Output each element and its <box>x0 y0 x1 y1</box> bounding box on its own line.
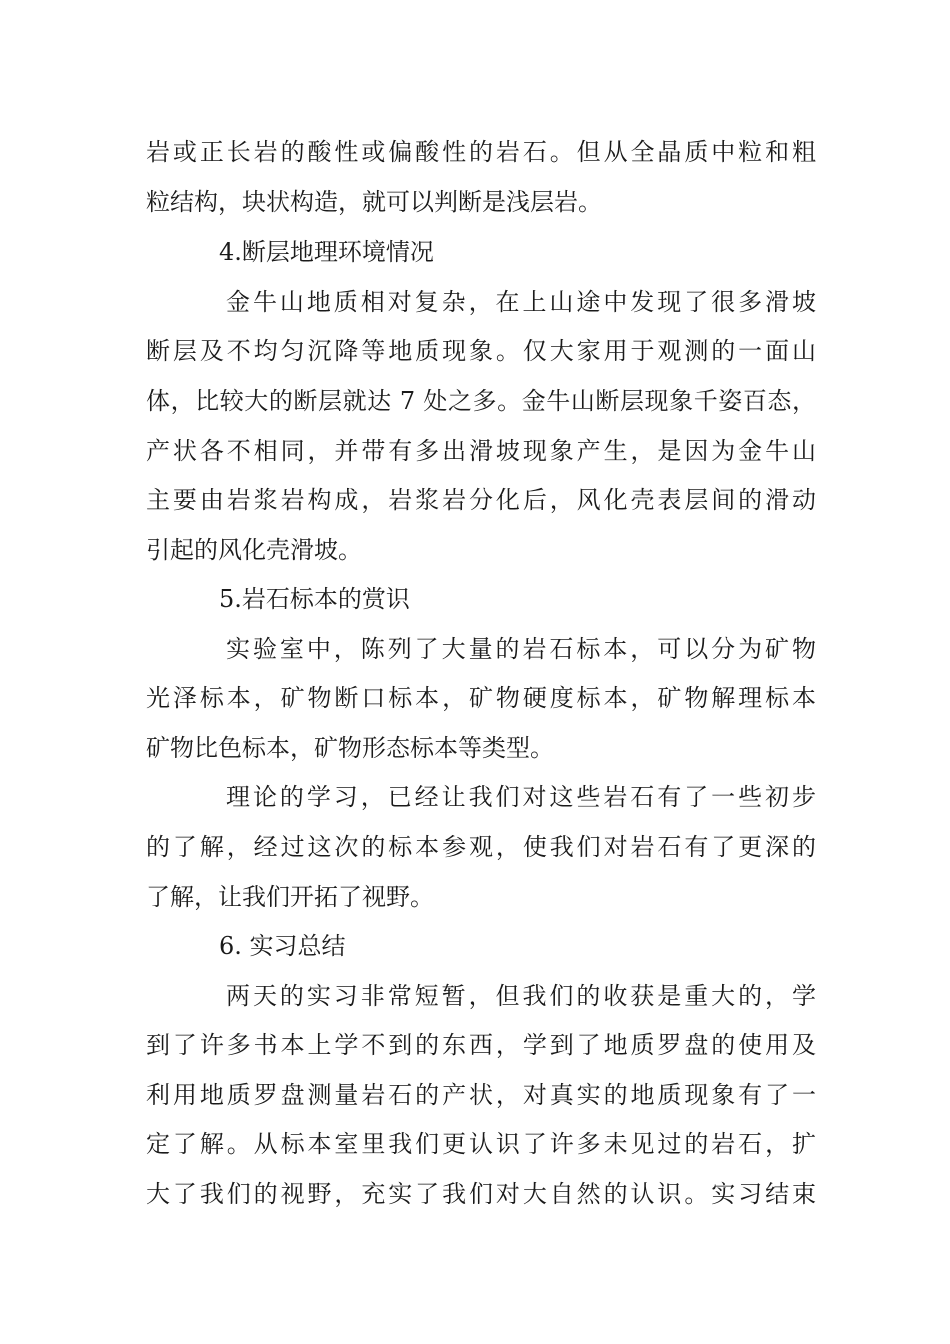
paragraph-line: 光泽标本，矿物断口标本，矿物硬度标本，矿物解理标本 <box>146 684 816 712</box>
paragraph-line: 两天的实习非常短暂，但我们的收获是重大的，学 <box>226 982 816 1010</box>
paragraph-line: 理论的学习，已经让我们对这些岩石有了一些初步 <box>226 783 816 811</box>
paragraph-line: 了解，让我们开拓了视野。 <box>146 883 434 911</box>
paragraph-line: 体，比较大的断层就达 7 处之多。金牛山断层现象千姿百态， <box>146 387 816 415</box>
paragraph-line: 实验室中，陈列了大量的岩石标本，可以分为矿物 <box>226 635 816 663</box>
section-heading-5: 5.岩石标本的赏识 <box>219 585 410 613</box>
section-heading-6: 6. 实习总结 <box>219 932 346 960</box>
paragraph-line: 产状各不相同，并带有多出滑坡现象产生，是因为金牛山 <box>146 437 816 465</box>
paragraph-line: 引起的风化壳滑坡。 <box>146 536 362 564</box>
paragraph-line: 粒结构，块状构造，就可以判断是浅层岩。 <box>146 188 602 216</box>
section-heading-4: 4.断层地理环境情况 <box>219 238 434 266</box>
paragraph-line: 到了许多书本上学不到的东西，学到了地质罗盘的使用及 <box>146 1031 816 1059</box>
paragraph-line: 利用地质罗盘测量岩石的产状，对真实的地质现象有了一 <box>146 1081 816 1109</box>
paragraph-line: 岩或正长岩的酸性或偏酸性的岩石。但从全晶质中粒和粗 <box>146 138 816 166</box>
paragraph-line: 大了我们的视野，充实了我们对大自然的认识。实习结束 <box>146 1180 816 1208</box>
paragraph-line: 金牛山地质相对复杂，在上山途中发现了很多滑坡 <box>226 288 816 316</box>
paragraph-line: 主要由岩浆岩构成，岩浆岩分化后，风化壳表层间的滑动 <box>146 486 816 514</box>
paragraph-line: 矿物比色标本，矿物形态标本等类型。 <box>146 734 554 762</box>
paragraph-line: 的了解，经过这次的标本参观，使我们对岩石有了更深的 <box>146 833 816 861</box>
paragraph-line: 定了解。从标本室里我们更认识了许多未见过的岩石，扩 <box>146 1130 816 1158</box>
paragraph-line: 断层及不均匀沉降等地质现象。仅大家用于观测的一面山 <box>146 337 816 365</box>
